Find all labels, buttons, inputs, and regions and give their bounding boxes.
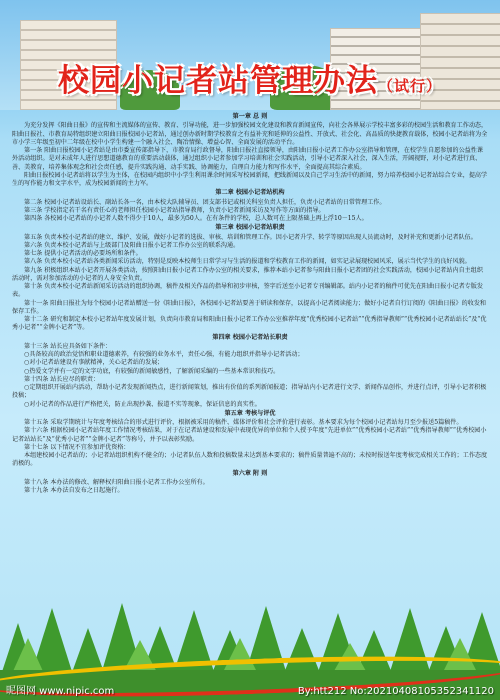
poster-title: [58, 55, 442, 100]
article-paragraph: ○对小记者站建设有事献精神，关心记者站的发展；: [24, 359, 164, 367]
article-paragraph: 第十一条 阳曲日报社为每个校园小记者站赠送一份《阳曲日报》，各校园小记者站要善于研读和保存，以提高小记者阅读能力；做好小记者自行订阅的《阳曲日报》的收发和保存工作。: [12, 299, 487, 315]
article-paragraph: 第十六条 根据校园小记者站年度工作情况考核结果，对于在记者站建设和发展中表现优异的单位和个人授予年度“先进单位”“优秀校园小记者站”“优秀指导教师”“优秀校园小记者站站长”及“优秀小记者”“金牌小记者”等称号，并予以表彰奖励。: [12, 427, 487, 443]
chapter-heading: 第一章 总 则: [232, 113, 268, 120]
chapter-heading: 第二章 校园小记者站机构: [215, 189, 285, 197]
article-paragraph: 第十三条 站长应具备如下条件：: [24, 342, 112, 350]
title-suffix: （试行）: [378, 77, 443, 95]
article-paragraph: ○定期组织开展站内活动，帮助小记者发现新闻热点，进行新闻策划，推出有价值的系列新闻报道；指导站内小记者进行文学、新闻作品创作，并进行点评，引导小记者积极投稿；: [12, 384, 487, 400]
article-paragraph: 阳曲日报校园小记者站将以学生为主体，在校园内组织中小学生利用课余时间采写校园新闻，把线新闻以及自己学习生活中的新闻，努力培养校园小记者站综合专业，提高学生的写作能力和文字水平，成为校园新闻的主力军。: [12, 171, 488, 187]
chapter-heading: 第三章 校园小记者站职责: [215, 224, 285, 232]
article-paragraph: 第二条 校园小记者站设站长、副站长各一名，由本校大队辅导员、团支部书记或相关科室负责人担任，负责小记者站的日常管理工作。: [24, 198, 386, 206]
article-paragraph: 第五条 负责本校小记者站的建立、维护、发展，做好小记者的选拔、审核、培训和管理工作。因小记者升学、转学等原因出现人员流动时，及时补充和更新小记者队伍。: [24, 233, 477, 241]
article-paragraph: ○热爱文学并有一定的文字功底，有较强的新闻敏感性，了解新闻采编的一些基本常识和技巧。: [24, 367, 280, 375]
article-paragraph: 第一条 阳曲日报校园小记者站是由市委宣传部指导下，市教育局行政督导，阳曲日报社直接领导，由阳曲日报小记者工作办公室指导和管理，在校学生自愿参加的公益性课外活动组织。是对未成年人进行思想道德教育的重要活动载体，通过组织小记者参加学习培训和社会实践活动，引导小记者深入社会，深入生活，开阔视野，对小记者进行真、善、美教育，培养集体观念和社会责任感，提升实践沟通、动手实践、协调能力，自理自力能力和写作水平，全面提高其综合素质。: [12, 147, 483, 171]
article-paragraph: 第十二条 研究和制定本校小记者站年度发展计划，负责向市教育局和阳曲日报小记者工作办公室推荐年度“优秀校园小记者站”“优秀指导教师”“优秀校园小记者站站长”及“优秀小记者”“金牌小记者”等。: [12, 316, 487, 332]
regulation-text: [12, 112, 488, 495]
chapter-heading: 第五章 考核与评优: [224, 409, 276, 417]
article-paragraph: 本组建校园小记者站的；小记者站组织机构不健全的；小记者队伍人数和投稿数量未达到基本要求的；稿件质量普遍不高的；未按时报送年度考核完成相关工作的；工作态度消极的。: [12, 452, 488, 468]
article-paragraph: 第十四条 站长应尽的职责：: [24, 375, 100, 383]
article-paragraph: 第八条 负责本校小记者站各类新闻采访活动，特别是反映本校师生日常学习与生活的报道和学校教育工作的新闻，如实记录展现校园风采，展示当代学生的良好风貌。: [24, 258, 471, 266]
article-paragraph: 第十条 负责本校小记者站新闻采访活动的组织协调，稿件及相关作品的指导和初步审核，签字后送至小记者专刊编辑部。站内小记者的稿件可优先在阳曲日报小记者专版发表。: [12, 283, 483, 299]
article-paragraph: ○具备较高的政治觉悟和职业道德素养，有较强的业务水平，责任心强，有能力组织并指导小记者活动；: [24, 351, 304, 358]
watermark-site: 昵图网 www.nipic.com: [6, 686, 115, 697]
article-paragraph: 为充分发挥《阳曲日报》的宣传和主流媒体的宣传、教育、引导功能，进一步加强校园文化建设和教育新闻宣传，向社会各界展示学校丰富多彩的校园生活和教育工作动态，阳曲日报社、市教育局特组织建立阳曲日报校园小记者站，通过创办新时期学校教育之有益补充和延伸的公益性、开放式、社会化、高品质的快捷教育载体，校园小记者站将为全市小学三年级至初中二年级在校中小学生构建一个融入社会、陶冶情操、增益心智、全面发展的活动平台。: [12, 122, 488, 146]
watermark-id: By:htt212 No:20210408105352341120: [297, 686, 494, 697]
article-paragraph: 第十七条 以下情况不宜参加评优资格：: [24, 443, 130, 451]
article-paragraph: 第三条 学校指定若干名有责任心的老师担任校园小记者站指导教师，负责小记者新闻采访及写作等方面的指导。: [24, 206, 325, 214]
title-main: 校园小记者站管理办法: [58, 63, 378, 99]
footer-trees: [0, 580, 500, 700]
article-paragraph: 第七条 提供小记者活动的必要场所和条件。: [24, 250, 142, 257]
article-paragraph: 第四条 各校园小记者站的小记者人数不得少于10人，最多为50人。在有条件的学校，总人数可在上限基础上再上浮10－15人。: [24, 215, 368, 222]
chapter-heading: 第四章 校园小记者站长职责: [212, 333, 288, 341]
article-paragraph: 第十九条 本办法自发布之日起施行。: [24, 487, 124, 494]
chapter-heading: 第六章 附 则: [232, 469, 268, 477]
article-paragraph: 第十五条 采取学期统计与年度考核结合的形式进行评价，根据被采用的稿件、媒体评价和社会评价进行表彰。基本要求为每个校园小记者站每月至少报送5篇稿件。: [24, 419, 463, 426]
article-paragraph: 第十八条 本办法的修改、解释权归阳曲日报小记者工作办公室所有。: [24, 478, 209, 486]
article-paragraph: 第九条 积极组织本站小记者开展各类活动，按照阳曲日报小记者工作办公室的相关要求，推荐本站小记者参与阳曲日报小记者团的社会实践活动，校园小记者站内自主组织活动时，需对参加活动的小记者的人身安全负责。: [12, 266, 483, 282]
article-paragraph: 第六条 负责本校小记者站与上级部门及阳曲日报小记者工作办公室的联系沟通。: [24, 241, 240, 249]
article-paragraph: ○对小记者的作品进行严格把关，防止出现抄袭、报道不实等现象，保证信息的真实性。: [24, 400, 261, 408]
